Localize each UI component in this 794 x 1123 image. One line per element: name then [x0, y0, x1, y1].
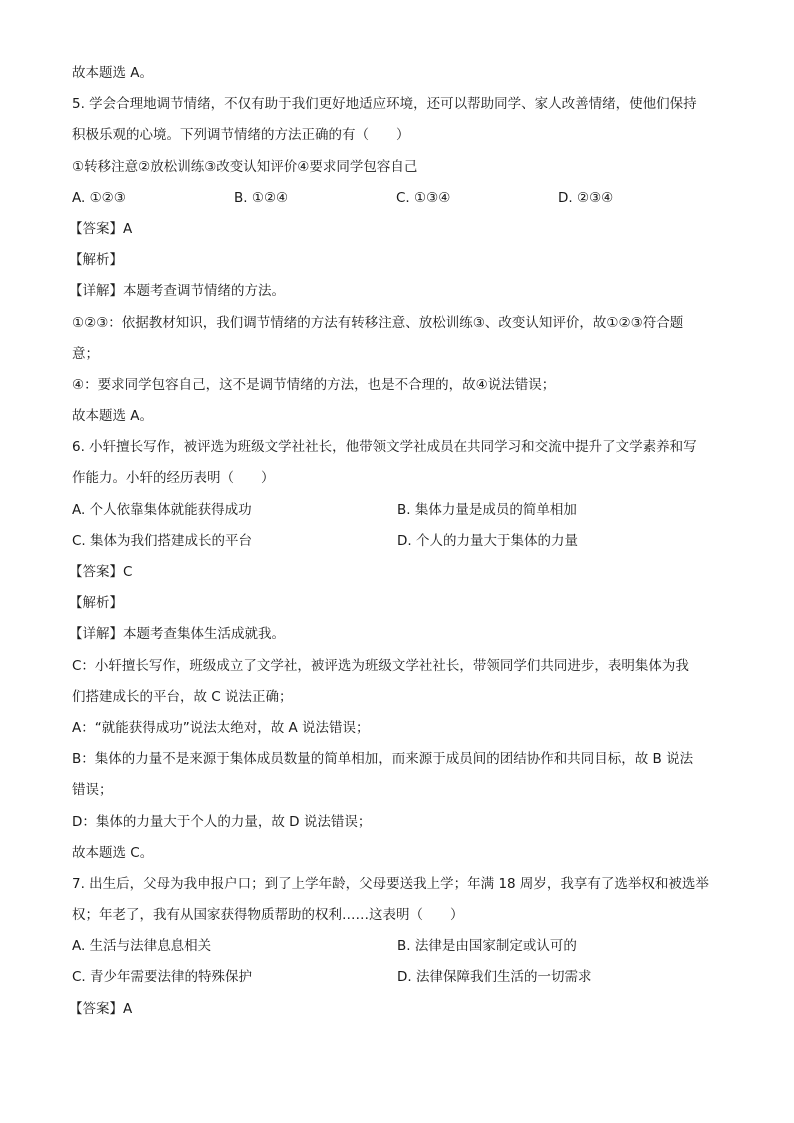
option-item: B. 集体力量是成员的简单相加 [397, 501, 577, 518]
text-line: 作能力。小轩的经历表明（ ） [72, 470, 275, 487]
options-row [72, 495, 732, 526]
text-line: 【解析】 [69, 595, 123, 612]
text-line: 7. 出生后，父母为我申报户口；到了上学年龄，父母要送我上学；年满 18 周岁，我享有了选举权和被选举 [72, 875, 709, 892]
option-item: D. 法律保障我们生活的一切需求 [397, 969, 592, 986]
option-item: C. 青少年需要法律的特殊保护 [72, 969, 253, 986]
text-line: 【解析】 [69, 252, 123, 269]
text-line: 权；年老了，我有从国家获得物质帮助的权利……这表明（ ） [72, 907, 464, 924]
text-line: D：集体的力量大于个人的力量，故 D 说法错误； [72, 813, 372, 830]
option-item: A. ①②③ [72, 189, 126, 206]
options-row [72, 183, 732, 214]
text-line: C：小轩擅长写作，班级成立了文学社，被评选为班级文学社社长，带领同学们共同进步，表明集体为我 [72, 657, 689, 674]
text-line: 5. 学会合理地调节情绪，不仅有助于我们更好地适应环境，还可以帮助同学、家人改善情绪，使他们保持 [72, 96, 697, 113]
text-line: 故本题选 A。 [72, 408, 154, 425]
text-line: 错误； [72, 782, 113, 799]
text-line: 们搭建成长的平台，故 C 说法正确； [72, 688, 293, 705]
option-item: B. 法律是由国家制定或认可的 [397, 938, 577, 955]
text-line: 【详解】本题考查调节情绪的方法。 [69, 283, 285, 300]
text-line: ①②③：依据教材知识，我们调节情绪的方法有转移注意、放松训练③、改变认知评价，故①②③符合题 [72, 314, 684, 331]
text-line: 积极乐观的心境。下列调节情绪的方法正确的有（ ） [72, 127, 410, 144]
text-line: ①转移注意②放松训练③改变认知评价④要求同学包容自己 [72, 158, 418, 175]
text-line: ④：要求同学包容自己，这不是调节情绪的方法，也是不合理的，故④说法错误； [72, 376, 556, 393]
text-line: 意； [72, 345, 99, 362]
option-item: C. 集体为我们搭建成长的平台 [72, 532, 253, 549]
text-line: 故本题选 C。 [72, 844, 154, 861]
option-item: D. 个人的力量大于集体的力量 [397, 532, 578, 549]
text-line: 6. 小轩擅长写作，被评选为班级文学社社长，他带领文学社成员在共同学习和交流中提升了文学素养和写 [72, 439, 697, 456]
text-line: A：“就能获得成功”说法太绝对，故 A 说法错误； [72, 719, 370, 736]
options-row [72, 962, 732, 993]
option-item: C. ①③④ [396, 189, 451, 206]
text-line: 【答案】A [69, 220, 133, 237]
text-line: 【答案】C [69, 564, 133, 580]
document-page [69, 58, 732, 1025]
text-line: 【答案】A [69, 1000, 133, 1017]
option-item: A. 个人依靠集体就能获得成功 [72, 501, 252, 518]
option-item: A. 生活与法律息息相关 [72, 938, 212, 955]
options-row [72, 526, 732, 557]
options-row [72, 931, 732, 962]
text-line: B：集体的力量不是来源于集体成员数量的简单相加，而来源于成员间的团结协作和共同目标，故 B 说法 [72, 751, 694, 768]
text-line: 【详解】本题考查集体生活成就我。 [69, 626, 285, 643]
option-item: D. ②③④ [558, 189, 614, 206]
option-item: B. ①②④ [234, 189, 289, 206]
text-line: 故本题选 A。 [72, 65, 154, 81]
